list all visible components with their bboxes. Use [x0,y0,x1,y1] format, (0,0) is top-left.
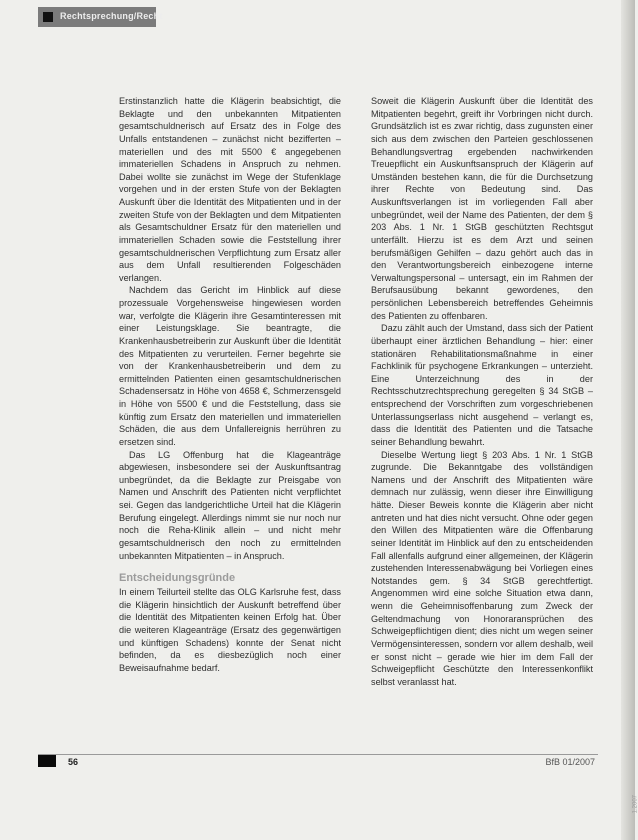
journal-reference: BfB 01/2007 [545,757,595,767]
header-square-icon [43,12,53,22]
left-column [119,95,341,675]
paragraph: Soweit die Klägerin Auskunft über die Identität des Mitpatienten begehrt, greift ihr Vorbringen nicht durch. Grundsätzlich ist es zwar richtig, dass zugunsten einer sich aus dem zwischen den Parteien geschlossenen Behandlungsvertrag ergebenden nachwirkenden Treuepflicht ein Auskunftsanspruch der Klägerin auf Umständen bestehen kann, die für die Durchsetzung ihrer Rechte von Bedeutung sind. Das Auskunftsverlangen ist im vorliegenden Fall aber unbegründet, weil der Name des Patienten, der dem § 203 Abs. 1 Nr. 1 StGB geschützten Rechtsgut unterfällt. Hierzu ist es dem Arzt und seinen berufsmäßigen Gehilfen – dazu gehört auch das in den Verantwortungsbereich einbezogene interne Verwaltungspersonal – untersagt, ein im Rahmen der Berufsausübung bekannt gewordenes, den persönlichen Lebensbereich betreffendes Geheimnis des Patienten zu offenbaren. [371,96,593,321]
paragraph: Dazu zählt auch der Umstand, dass sich der Patient überhaupt einer ärztlichen Behandlung – hier: einer stationären Rehabilitationsmaßnahme in einer Fachklinik für psychogene Erkrankungen – unterzieht. Eine Unterzeichnung des in der Rechtsschutzrechtsprechung geregelten § 34 StGB – entsprechend der Vorschriften zum vorgeschriebenen Unterlassungserlass nicht ausgehend – verlangt es, dass die Identität des Patienten und die Tatsache seiner Behandlung bewahrt. [371,323,593,447]
section-title: Rechtsprechung/Recht [60,11,163,21]
paragraph: Erstinstanzlich hatte die Klägerin beabsichtigt, die Beklagte und den unbekannten Mitpatienten gesamtschuldnerisch auf Ersatz des in Folge des Unfalls entstandenen – zunächst nicht bezifferten – materiellen und des mit 5500 € angegebenen immateriellen Schadens in Anspruch zu nehmen. Dabei wollte sie zunächst im Wege der Stufenklage vorgehen und in der ersten Stufe von der Beklagten Auskunft über die Identität des Mitpatienten und in der zweiten Stufe von der Beklagten und dem Mitpatienten als Gesamtschuldner Ersatz für den materiellen und immateriellen Schaden sowie die Feststellung ihrer gesamtschuldnerischen Verpflichtung zum Ersatz aller aus dem Unfall resultierenden Folgeschäden verlangen. [119,96,341,283]
side-mark: 1.2007 [632,795,638,814]
paragraph: Das LG Offenburg hat die Klageanträge abgewiesen, insbesondere sei der Auskunftsantrag unbegründet, da die Beklagte zur Preisgabe von Namen und Anschrift des Patienten nicht verpflichtet sei. Gegen das landgerichtliche Urteil hat die Klägerin Berufung eingelegt. Allerdings nimmt sie nur noch nur noch die Reha-Klinik allein – und nicht mehr gesamtschuldnerisch den noch zu ermittelnden unbekannten Mitpatienten – in Anspruch. [119,449,341,561]
footer-marker [38,755,56,767]
paragraph: Dieselbe Wertung liegt § 203 Abs. 1 Nr. 1 StGB zugrunde. Die Bekanntgabe des vollständigen Namens und der Anschrift des Mitpatienten wäre demnach nur zulässig, wenn dieser ihre Einwilligung hätte. Dieser Beweis konnte die Klägerin aber nicht antreten und hat dies nicht versucht. Ohne oder gegen den Willen des Mitpatienten wäre die Offenbarung seiner Identität im Hinblick auf den zu entscheidenden Fall allenfalls aufgrund einer allgemeinen, der Klägerin zustehenden Interessenabwägung bei Vorliegen eines Notstandes gem. § 34 StGB gerechtfertigt. Angenommen wird eine solche Situation etwa dann, wenn die Geheimnisoffenbarung zum Zweck der Geltendmachung von Honoraransprüchen des Schweigepflichtigen dient; dies nicht um wegen seiner Vermögensinteressen, sondern vor allem deshalb, weil er sonst nicht – gerade wie hier im dem Fall der Schweigepflicht Geschützte den Interessenkonflikt selbst veranlasst hat. [371,449,593,687]
paragraph: Nachdem das Gericht im Hinblick auf diese prozessuale Vorgehensweise hingewiesen worden war, verfolgte die Klägerin ihre Gesamtinteressen mit einer Leistungsklage. Sie beantragte, die Krankenhausbetreiberin zur Auskunft über die Identität des Mitpatienten zu verurteilen. Ferner begehrte sie von der Krankenhausbetreiberin und dem zu ermittelnden Patienten einen gesamtschuldnerischen Schadensersatz in Höhe von 4658 €, Schmerzensgeld in Höhe von 5500 € und die Feststellung, dass sie künftig zum Ersatz den materiellen und immateriellen Schäden, die aus dem Unfallereignis herrühren zu ersetzen sind. [119,285,341,447]
paragraph: In einem Teilurteil stellte das OLG Karlsruhe fest, dass die Klägerin hinsichtlich der Auskunft betreffend über die Identität des Mitpatienten keinen Erfolg hat. Über die weiteren Klageanträge (Ersatz des gegenwärtigen und künftigen Schadens) konnte der Senat nicht befinden, da es diesbezüglich noch einer Beweisaufnahme bedarf. [119,587,341,673]
section-header [38,7,163,27]
section-heading: Entscheidungsgründe [119,572,236,585]
page-edge-shadow [621,0,635,840]
page-number: 56 [68,757,79,767]
right-column [371,95,593,688]
footer-rule [38,754,598,755]
